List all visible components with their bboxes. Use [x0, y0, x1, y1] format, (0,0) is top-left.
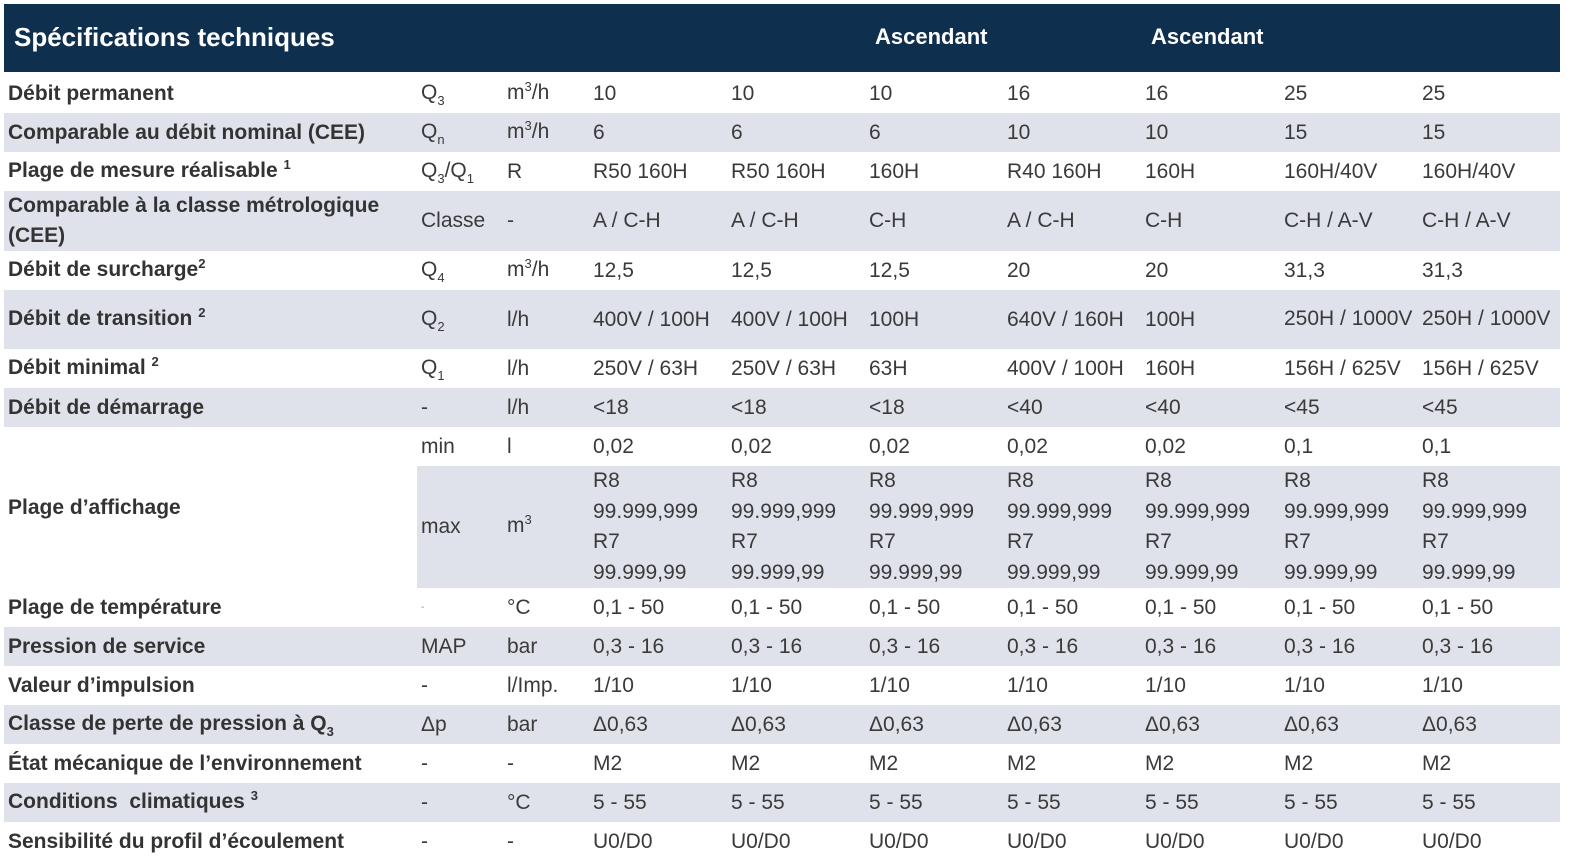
row-label: Plage de mesure réalisable $^1$ [4, 152, 417, 191]
row-etat-mecanique [4, 744, 1560, 783]
symbol: $Q_3/Q_1$ [417, 152, 503, 191]
symbol: MAP [417, 627, 503, 666]
value-cell: 10 [589, 74, 727, 113]
value-cell: U0/D0 [865, 822, 1003, 861]
row-plage-mesure [4, 152, 1560, 191]
value-cell: 1/10 [1418, 666, 1560, 705]
value-cell: 400V / 100H [1003, 349, 1141, 388]
value-cell: 10 [865, 74, 1003, 113]
column-header-ascendant-2: Ascendant [1151, 24, 1264, 49]
value-cell: 0,1 - 50 [1280, 588, 1418, 627]
value-cell: 6 [589, 113, 727, 152]
row-label: État mécanique de l’environnement [4, 744, 417, 783]
value-cell: 20 [1003, 251, 1141, 290]
row-debit-minimal [4, 349, 1560, 388]
value-cell: 5 - 55 [727, 783, 865, 822]
value-cell: 0,1 [1418, 427, 1560, 466]
value-cell: U0/D0 [1141, 822, 1280, 861]
value-cell: 0,02 [727, 427, 865, 466]
value-cell: 12,5 [727, 251, 865, 290]
value-cell: 0,02 [1003, 427, 1141, 466]
value-cell: 10 [727, 74, 865, 113]
value-cell: R8 99.999,999 R7 99.999,99 [1418, 466, 1560, 588]
value-cell: U0/D0 [1003, 822, 1141, 861]
value-cell: 1/10 [727, 666, 865, 705]
value-cell: 31,3 [1280, 251, 1418, 290]
value-cell: 20 [1141, 251, 1280, 290]
unit: - [503, 744, 589, 783]
symbol: - [417, 744, 503, 783]
value-cell: U0/D0 [1418, 822, 1560, 861]
row-plage-affichage-min [4, 427, 1560, 466]
unit: l/h [503, 290, 589, 349]
symbol: $Q_2$ [417, 290, 503, 349]
row-perte-pression [4, 705, 1560, 744]
row-sensibilite-profil [4, 822, 1560, 861]
symbol: min [417, 427, 503, 466]
value-cell: <40 [1003, 388, 1141, 427]
symbol: $Q_1$ [417, 349, 503, 388]
row-label: Classe de perte de pression à $Q_3$ [4, 705, 417, 744]
row-label: Débit permanent [4, 74, 417, 113]
column-header-ascendant-1: Ascendant [875, 24, 988, 49]
value-cell: 1/10 [1003, 666, 1141, 705]
row-conditions-climatiques [4, 783, 1560, 822]
value-cell: A / C-H [589, 191, 727, 251]
symbol: max [417, 466, 503, 588]
row-debit-permanent [4, 74, 1560, 113]
row-valeur-impulsion [4, 666, 1560, 705]
value-cell: Δ0,63 [1003, 705, 1141, 744]
value-cell: 12,5 [865, 251, 1003, 290]
value-cell: 100H [1141, 290, 1280, 349]
unit: R [503, 152, 589, 191]
value-cell: 25 [1280, 74, 1418, 113]
value-cell: R50 160H [727, 152, 865, 191]
value-cell: 31,3 [1418, 251, 1560, 290]
value-cell: R50 160H [589, 152, 727, 191]
unit: °C [503, 588, 589, 627]
value-cell: C-H / A-V [1280, 191, 1418, 251]
row-classe-metrologique [4, 191, 1560, 251]
value-cell: 160H/40V [1280, 152, 1418, 191]
value-cell: R8 99.999,999 R7 99.999,99 [727, 466, 865, 588]
symbol: Classe [417, 191, 503, 251]
value-cell: 10 [1141, 113, 1280, 152]
value-cell: C-H / A-V [1418, 191, 1560, 251]
symbol: - [417, 783, 503, 822]
unit: $m^3/h$ [503, 251, 589, 290]
value-cell: M2 [1418, 744, 1560, 783]
value-cell: 250V / 63H [589, 349, 727, 388]
unit: bar [503, 627, 589, 666]
value-cell: 16 [1003, 74, 1141, 113]
unit: l [503, 427, 589, 466]
row-comparable-nominal [4, 113, 1560, 152]
value-cell: 15 [1280, 113, 1418, 152]
symbol: - [417, 822, 503, 861]
row-label: Valeur d’impulsion [4, 666, 417, 705]
row-label: Conditions climatiques $^3$ [4, 783, 417, 822]
unit: bar [503, 705, 589, 744]
value-cell: 0,02 [1141, 427, 1280, 466]
unit: $m^3$ [503, 466, 589, 588]
value-cell: 5 - 55 [1418, 783, 1560, 822]
unit: °C [503, 783, 589, 822]
value-cell: 0,1 - 50 [589, 588, 727, 627]
symbol: - [417, 388, 503, 427]
value-cell: <45 [1280, 388, 1418, 427]
value-cell: <40 [1141, 388, 1280, 427]
value-cell: 160H [1141, 152, 1280, 191]
value-cell: 400V / 100H [589, 290, 727, 349]
value-cell: 16 [1141, 74, 1280, 113]
value-cell: 0,3 - 16 [1003, 627, 1141, 666]
value-cell: 1/10 [1280, 666, 1418, 705]
row-label: Débit de surcharge$^2$ [4, 251, 417, 290]
value-cell: C-H [1141, 191, 1280, 251]
value-cell: A / C-H [1003, 191, 1141, 251]
value-cell: 0,3 - 16 [1418, 627, 1560, 666]
value-cell: 160H [865, 152, 1003, 191]
value-cell: 0,3 - 16 [727, 627, 865, 666]
value-cell: M2 [1141, 744, 1280, 783]
table-title: Spécifications techniques [14, 22, 335, 52]
value-cell: 0,1 - 50 [865, 588, 1003, 627]
value-cell: M2 [589, 744, 727, 783]
symbol: - [417, 666, 503, 705]
value-cell: C-H [865, 191, 1003, 251]
symbol: - [417, 588, 503, 627]
symbol: $Q_n$ [417, 113, 503, 152]
symbol: Δp [417, 705, 503, 744]
row-label: Plage de température [4, 588, 417, 627]
value-cell: 400V / 100H [727, 290, 865, 349]
unit: l/h [503, 349, 589, 388]
row-pression-service [4, 627, 1560, 666]
value-cell: Δ0,63 [1418, 705, 1560, 744]
value-cell: R8 99.999,999 R7 99.999,99 [1141, 466, 1280, 588]
value-cell: 156H / 625V [1418, 349, 1560, 388]
value-cell: 25 [1418, 74, 1560, 113]
value-cell: 250H / 1000V [1280, 290, 1418, 349]
value-cell: Δ0,63 [589, 705, 727, 744]
value-cell: M2 [727, 744, 865, 783]
value-cell: 160H/40V [1418, 152, 1560, 191]
value-cell: Δ0,63 [1141, 705, 1280, 744]
value-cell: 0,1 [1280, 427, 1418, 466]
value-cell: A / C-H [727, 191, 865, 251]
value-cell: M2 [1003, 744, 1141, 783]
row-label: Plage d’affichage [4, 427, 417, 588]
value-cell: 0,1 - 50 [1418, 588, 1560, 627]
value-cell: R8 99.999,999 R7 99.999,99 [589, 466, 727, 588]
unit: - [503, 822, 589, 861]
unit: - [503, 191, 589, 251]
value-cell: 10 [1003, 113, 1141, 152]
value-cell: 0,1 - 50 [1003, 588, 1141, 627]
row-label: Comparable au débit nominal (CEE) [4, 113, 417, 152]
table-header [4, 4, 1560, 72]
row-label: Pression de service [4, 627, 417, 666]
value-cell: 5 - 55 [589, 783, 727, 822]
value-cell: R8 99.999,999 R7 99.999,99 [1003, 466, 1141, 588]
value-cell: 1/10 [1141, 666, 1280, 705]
value-cell: <45 [1418, 388, 1560, 427]
value-cell: 15 [1418, 113, 1560, 152]
value-cell: 0,1 - 50 [727, 588, 865, 627]
row-debit-surcharge [4, 251, 1560, 290]
value-cell: 1/10 [865, 666, 1003, 705]
value-cell: 0,3 - 16 [589, 627, 727, 666]
value-cell: R8 99.999,999 R7 99.999,99 [865, 466, 1003, 588]
unit: $m^3/h$ [503, 113, 589, 152]
value-cell: Δ0,63 [865, 705, 1003, 744]
value-cell: M2 [1280, 744, 1418, 783]
unit: l/Imp. [503, 666, 589, 705]
value-cell: 0,02 [865, 427, 1003, 466]
unit: l/h [503, 388, 589, 427]
value-cell: R40 160H [1003, 152, 1141, 191]
value-cell: 156H / 625V [1280, 349, 1418, 388]
value-cell: Δ0,63 [1280, 705, 1418, 744]
row-label: Comparable à la classe métrologique (CEE) [4, 191, 417, 251]
value-cell: 5 - 55 [1141, 783, 1280, 822]
row-label: Sensibilité du profil d’écoulement [4, 822, 417, 861]
row-debit-demarrage [4, 388, 1560, 427]
symbol: $Q_3$ [417, 74, 503, 113]
value-cell: R8 99.999,999 R7 99.999,99 [1280, 466, 1418, 588]
value-cell: 100H [865, 290, 1003, 349]
value-cell: 160H [1141, 349, 1280, 388]
value-cell: <18 [727, 388, 865, 427]
symbol: $Q_4$ [417, 251, 503, 290]
value-cell: 0,3 - 16 [1141, 627, 1280, 666]
unit: $m^3/h$ [503, 74, 589, 113]
value-cell: 0,02 [589, 427, 727, 466]
value-cell: 5 - 55 [1003, 783, 1141, 822]
value-cell: 63H [865, 349, 1003, 388]
row-label: Débit minimal $^2$ [4, 349, 417, 388]
value-cell: U0/D0 [589, 822, 727, 861]
value-cell: 0,3 - 16 [865, 627, 1003, 666]
value-cell: <18 [589, 388, 727, 427]
value-cell: U0/D0 [1280, 822, 1418, 861]
row-label: Débit de transition $^2$ [4, 290, 417, 349]
value-cell: 640V / 160H [1003, 290, 1141, 349]
spec-table [4, 74, 1560, 861]
value-cell: 5 - 55 [1280, 783, 1418, 822]
value-cell: 250V / 63H [727, 349, 865, 388]
value-cell: 0,1 - 50 [1141, 588, 1280, 627]
value-cell: 6 [865, 113, 1003, 152]
value-cell: <18 [865, 388, 1003, 427]
value-cell: Δ0,63 [727, 705, 865, 744]
value-cell: 250H / 1000V [1418, 290, 1560, 349]
row-debit-transition [4, 290, 1560, 349]
value-cell: 6 [727, 113, 865, 152]
value-cell: 0,3 - 16 [1280, 627, 1418, 666]
value-cell: M2 [865, 744, 1003, 783]
value-cell: 1/10 [589, 666, 727, 705]
row-label: Débit de démarrage [4, 388, 417, 427]
row-plage-temperature [4, 588, 1560, 627]
value-cell: 5 - 55 [865, 783, 1003, 822]
value-cell: 12,5 [589, 251, 727, 290]
value-cell: U0/D0 [727, 822, 865, 861]
